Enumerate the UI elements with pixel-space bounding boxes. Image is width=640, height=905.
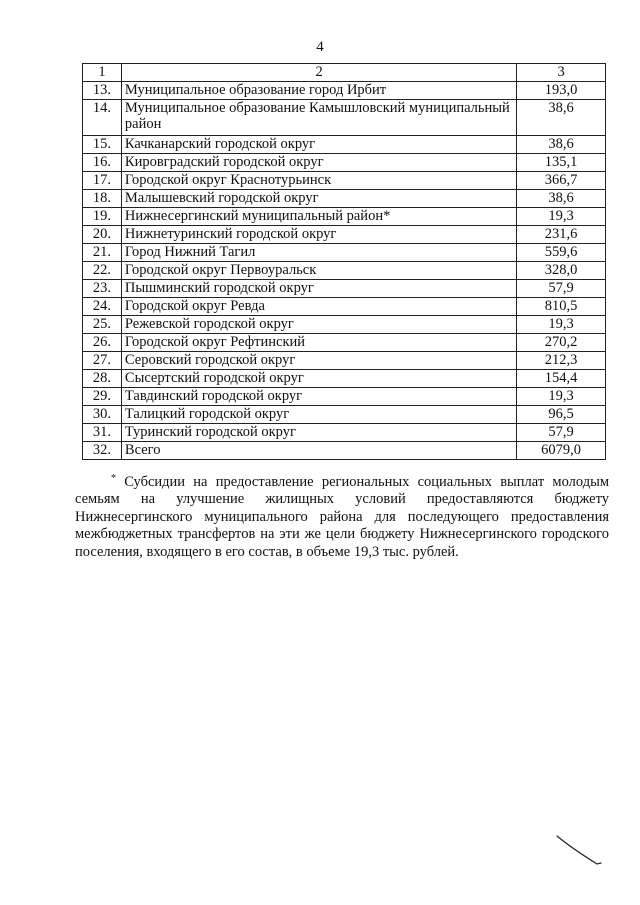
row-value: 328,0: [517, 262, 606, 280]
table-row: [83, 136, 606, 154]
row-name: Всего: [121, 442, 516, 460]
row-name: Туринский городской округ: [121, 424, 516, 442]
row-number: 21.: [83, 244, 122, 262]
row-value: 135,1: [517, 154, 606, 172]
row-name: Пышминский городской округ: [121, 280, 516, 298]
header-col-1: 1: [83, 64, 122, 82]
row-value: 193,0: [517, 82, 606, 100]
footnote-marker: *: [111, 473, 116, 484]
row-name: Муниципальное образование Камышловский муниципальный район: [121, 100, 516, 136]
row-value: 19,3: [517, 388, 606, 406]
footnote: [75, 470, 609, 561]
table-row: [83, 280, 606, 298]
subsidy-table: [82, 63, 606, 460]
table-row: [83, 244, 606, 262]
row-value: 231,6: [517, 226, 606, 244]
row-number: 30.: [83, 406, 122, 424]
table-row: [83, 406, 606, 424]
table-row: [83, 208, 606, 226]
row-value: 38,6: [517, 100, 606, 136]
row-name: Серовский городской округ: [121, 352, 516, 370]
row-name: Качканарский городской округ: [121, 136, 516, 154]
row-number: 29.: [83, 388, 122, 406]
row-name: Талицкий городской округ: [121, 406, 516, 424]
row-value: 154,4: [517, 370, 606, 388]
table-header-row: [83, 64, 606, 82]
row-number: 13.: [83, 82, 122, 100]
table-row: [83, 226, 606, 244]
table-row: [83, 388, 606, 406]
row-number: 24.: [83, 298, 122, 316]
table-row: [83, 82, 606, 100]
row-value: 366,7: [517, 172, 606, 190]
row-number: 25.: [83, 316, 122, 334]
table-row: [83, 316, 606, 334]
row-value: 19,3: [517, 316, 606, 334]
row-value: 270,2: [517, 334, 606, 352]
table-row: [83, 190, 606, 208]
row-value: 212,3: [517, 352, 606, 370]
row-number: 31.: [83, 424, 122, 442]
row-value: 6079,0: [517, 442, 606, 460]
row-number: 19.: [83, 208, 122, 226]
header-col-2: 2: [121, 64, 516, 82]
row-number: 22.: [83, 262, 122, 280]
row-name: Городской округ Краснотурьинск: [121, 172, 516, 190]
row-number: 23.: [83, 280, 122, 298]
row-name: Сысертский городской округ: [121, 370, 516, 388]
table-row: [83, 334, 606, 352]
table-row: [83, 172, 606, 190]
row-name: Нижнетуринский городской округ: [121, 226, 516, 244]
row-value: 57,9: [517, 424, 606, 442]
table-row: [83, 100, 606, 136]
row-number: 17.: [83, 172, 122, 190]
row-name: Городской округ Ревда: [121, 298, 516, 316]
row-number: 14.: [83, 100, 122, 136]
table-row: [83, 298, 606, 316]
row-value: 38,6: [517, 190, 606, 208]
header-col-3: 3: [517, 64, 606, 82]
footnote-text: Субсидии на предоставление региональных социальных выплат молодым семьям на улучшение жилищных условий предоставляются бюджету Нижнесергинского муниципального района для последующего предоставления межбюджетных трансфертов на эти же цели бюджету Нижнесергинского городского поселения, входящего в его состав, в объеме 19,3 тыс. рублей.: [75, 474, 609, 560]
table-row: [83, 154, 606, 172]
row-name: Муниципальное образование город Ирбит: [121, 82, 516, 100]
row-number: 26.: [83, 334, 122, 352]
table-body: [83, 64, 606, 460]
row-value: 810,5: [517, 298, 606, 316]
row-name: Режевской городской округ: [121, 316, 516, 334]
row-name: Кировградский городской округ: [121, 154, 516, 172]
row-name: Нижнесергинский муниципальный район*: [121, 208, 516, 226]
table-row: [83, 370, 606, 388]
row-number: 20.: [83, 226, 122, 244]
row-value: 96,5: [517, 406, 606, 424]
pen-stroke-mark: [555, 828, 605, 868]
table-row: [83, 352, 606, 370]
row-value: 38,6: [517, 136, 606, 154]
row-number: 16.: [83, 154, 122, 172]
row-name: Город Нижний Тагил: [121, 244, 516, 262]
table-row: [83, 442, 606, 460]
row-number: 28.: [83, 370, 122, 388]
row-value: 559,6: [517, 244, 606, 262]
row-name: Тавдинский городской округ: [121, 388, 516, 406]
row-name: Городской округ Рефтинский: [121, 334, 516, 352]
table-row: [83, 424, 606, 442]
row-number: 27.: [83, 352, 122, 370]
row-number: 15.: [83, 136, 122, 154]
page-number: 4: [316, 39, 324, 55]
row-value: 57,9: [517, 280, 606, 298]
row-name: Малышевский городской округ: [121, 190, 516, 208]
row-number: 32.: [83, 442, 122, 460]
row-name: Городской округ Первоуральск: [121, 262, 516, 280]
footnote-paragraph: [75, 470, 609, 561]
table-row: [83, 262, 606, 280]
row-number: 18.: [83, 190, 122, 208]
row-value: 19,3: [517, 208, 606, 226]
